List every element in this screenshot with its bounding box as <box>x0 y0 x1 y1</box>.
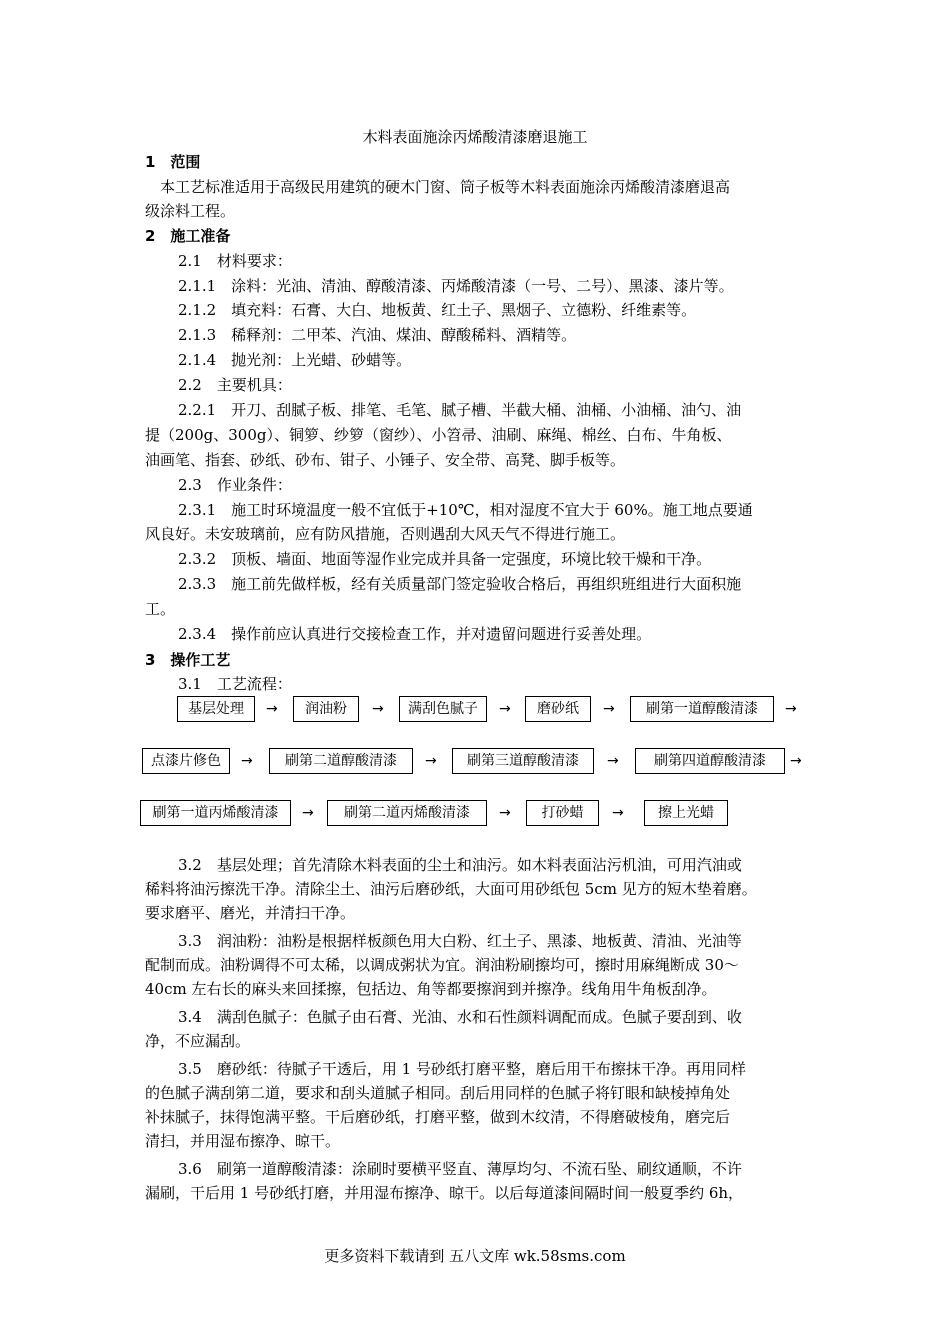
flow-arrow: → <box>603 701 615 717</box>
paragraph-line: 提（200g、300g）、铜箩、纱箩（窗纱）、小笤帚、油刷、麻绳、棉丝、白布、牛角板、 <box>145 426 732 444</box>
flow-arrow: → <box>266 701 278 717</box>
paragraph-line: 3.1 工艺流程： <box>178 675 292 693</box>
flow-arrow: → <box>790 753 802 769</box>
paragraph-line: 3.3 润油粉：油粉是根据样板颜色用大白粉、红土子、黑漆、地板黄、清油、光油等 <box>178 932 742 950</box>
paragraph-line: 40cm 左右长的麻头来回揉擦，包括边、角等都要擦润到并擦净。线角用牛角板刮净。 <box>145 980 717 998</box>
paragraph-line: 3.5 磨砂纸：待腻子干透后，用 1 号砂纸打磨平整，磨后用干布擦抹干净。再用同样 <box>178 1060 746 1078</box>
flow-arrow: → <box>302 805 314 821</box>
paragraph-line: 漏刷，干后用 1 号砂纸打磨，并用湿布擦净、晾干。以后每道漆间隔时间一般夏季约 6h， <box>145 1184 744 1202</box>
paragraph-line: 净，不应漏刮。 <box>145 1032 251 1050</box>
flow-step-box: 刷第三道醇酸清漆 <box>452 748 594 774</box>
paragraph-line: 2.1.4 抛光剂：上光蜡、砂蜡等。 <box>178 351 412 369</box>
paragraph-line: 2.3.1 施工时环境温度一般不宜低于+10℃，相对湿度不宜大于 60%。施工地点要通 <box>178 501 753 519</box>
paragraph-line: 2.1.2 填充料：石膏、大白、地板黄、红土子、黑烟子、立德粉、纤维素等。 <box>178 301 697 319</box>
paragraph-line: 级涂料工程。 <box>145 202 236 220</box>
paragraph-line: 2.3.2 顶板、墙面、地面等湿作业完成并具备一定强度，环境比较干燥和干净。 <box>178 550 712 568</box>
flow-step-box: 刷第一道丙烯酸清漆 <box>140 800 291 826</box>
document-title: 木料表面施涂丙烯酸清漆磨退施工 <box>362 128 588 146</box>
paragraph-line: 3.4 满刮色腻子：色腻子由石膏、光油、水和石性颜料调配而成。色腻子要刮到、收 <box>178 1008 742 1026</box>
flow-arrow: → <box>241 753 253 769</box>
flow-step-box: 刷第二道丙烯酸清漆 <box>327 800 487 826</box>
flow-arrow: → <box>499 805 511 821</box>
paragraph-line: 2.1.1 涂料：光油、清油、醇酸清漆、丙烯酸清漆（一号、二号）、黑漆、漆片等。 <box>178 277 734 295</box>
paragraph-line: 配制而成。油粉调得不可太稀，以调成粥状为宜。润油粉刷擦均可，擦时用麻绳断成 30～ <box>145 956 739 974</box>
flow-arrow: → <box>499 701 511 717</box>
flow-arrow: → <box>607 753 619 769</box>
flow-arrow: → <box>425 753 437 769</box>
paragraph-line: 补抹腻子，抹得饱满平整。干后磨砂纸，打磨平整，做到木纹清，不得磨破棱角，磨完后 <box>145 1108 731 1126</box>
paragraph-line: 的色腻子满刮第二道，要求和刮头道腻子相同。刮后用同样的色腻子将钉眼和缺棱掉角处 <box>145 1084 731 1102</box>
flow-step-box: 满刮色腻子 <box>399 696 487 722</box>
paragraph-line: 2.3 作业条件： <box>178 476 292 494</box>
flow-step-box: 擦上光蜡 <box>644 800 728 826</box>
flow-step-box: 刷第一道醇酸清漆 <box>630 696 774 722</box>
section-3-heading: 3 操作工艺 <box>145 651 231 669</box>
section-1-heading: 1 范围 <box>145 153 201 171</box>
flow-arrow: → <box>785 701 797 717</box>
paragraph-line: 2.3.3 施工前先做样板，经有关质量部门签定验收合格后，再组织班组进行大面积施 <box>178 575 742 593</box>
paragraph-line: 2.2 主要机具： <box>178 376 292 394</box>
paragraph-line: 2.2.1 开刀、刮腻子板、排笔、毛笔、腻子槽、半截大桶、油桶、小油桶、油勺、油 <box>178 401 742 419</box>
flow-step-box: 刷第四道醇酸清漆 <box>635 748 785 774</box>
footer-link-text[interactable]: 更多资料下载请到 五八文库 wk.58sms.com <box>324 1247 626 1265</box>
paragraph-line: 2.1.3 稀释剂：二甲苯、汽油、煤油、醇酸稀料、酒精等。 <box>178 326 577 344</box>
flow-step-box: 润油粉 <box>293 696 359 722</box>
paragraph-line: 2.1 材料要求： <box>178 252 292 270</box>
flow-step-box: 基层处理 <box>177 696 255 722</box>
flow-step-box: 点漆片修色 <box>142 748 230 774</box>
paragraph-line: 要求磨平、磨光，并清扫干净。 <box>145 904 356 922</box>
paragraph-line: 工。 <box>145 600 176 618</box>
flow-step-box: 打砂蜡 <box>526 800 599 826</box>
paragraph-line: 风良好。未安玻璃前，应有防风措施，否则遇刮大风天气不得进行施工。 <box>145 525 626 543</box>
paragraph-line: 稀料将油污擦洗干净。清除尘土、油污后磨砂纸，大面可用砂纸包 5cm 见方的短木垫着磨。 <box>145 880 757 898</box>
paragraph-line: 3.6 刷第一道醇酸清漆：涂刷时要横平竖直、薄厚均匀、不流石坠、刷纹通顺，不许 <box>178 1160 742 1178</box>
paragraph-line: 清扫，并用湿布擦净、晾干。 <box>145 1132 341 1150</box>
flow-arrow: → <box>372 701 384 717</box>
paragraph-line: 本工艺标准适用于高级民用建筑的硬木门窗、筒子板等木料表面施涂丙烯酸清漆磨退高 <box>160 178 731 196</box>
section-2-heading: 2 施工准备 <box>145 227 231 245</box>
paragraph-line: 油画笔、指套、砂纸、砂布、钳子、小锤子、安全带、高凳、脚手板等。 <box>145 451 626 469</box>
flow-step-box: 磨砂纸 <box>525 696 591 722</box>
flow-arrow: → <box>612 805 624 821</box>
paragraph-line: 2.3.4 操作前应认真进行交接检查工作，并对遗留问题进行妥善处理。 <box>178 625 652 643</box>
flow-step-box: 刷第二道醇酸清漆 <box>269 748 413 774</box>
paragraph-line: 3.2 基层处理；首先清除木料表面的尘土和油污。如木料表面沾污机油，可用汽油或 <box>178 856 742 874</box>
